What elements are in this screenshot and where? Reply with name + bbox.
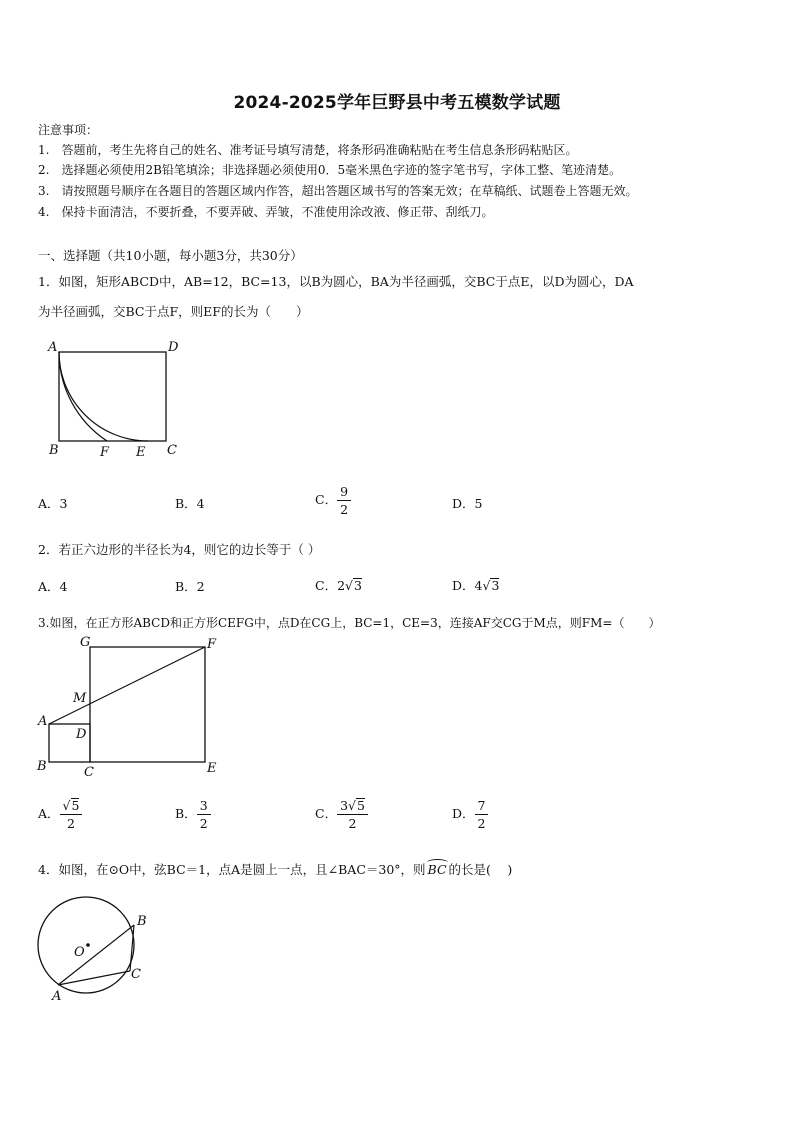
segment-af — [49, 647, 205, 724]
center-point-o — [86, 943, 90, 947]
q4-label-c: C — [131, 967, 141, 982]
note-item-1: 1. 答题前，考生先将自己的姓名、准考证号填写清楚，将条形码准确粘贴在考生信息条形码粘贴区。 — [38, 143, 578, 157]
q4-label-o: O — [74, 945, 85, 960]
q1-label-d: D — [168, 340, 179, 355]
q3-option-b: B． $\frac{3}{2}$ — [175, 797, 211, 832]
q3-figure — [34, 634, 229, 779]
q3-label-m: M — [73, 691, 87, 706]
q1-label-a: A — [48, 340, 58, 355]
q4-label-a: A — [52, 989, 62, 1004]
q4-label-b: B — [137, 914, 147, 929]
q4-text: 4．如图，在⊙O中，弦BC＝1，点A是圆上一点，且∠BAC＝30°，则 BC 的长是( ) — [38, 860, 512, 878]
q3-label-c: C — [84, 765, 94, 779]
q3-label-d: D — [76, 727, 87, 742]
q2-option-b: B．2 — [175, 579, 205, 594]
q3-label-a: A — [38, 714, 48, 729]
q1-text-line1: 1．如图，矩形ABCD中，AB=12，BC=13，以B为圆心，BA为半径画弧，交BC于点E，以D为圆心，DA — [38, 274, 634, 289]
q2-option-d: D．4√3 — [452, 578, 500, 593]
q3-label-b: B — [37, 759, 47, 774]
q1-label-f: F — [100, 445, 110, 460]
note-item-3: 3. 请按照题号顺序在各题目的答题区域内作答，超出答题区域书写的答案无效；在草稿纸、试题卷上答题无效。 — [38, 184, 638, 198]
q1-label-e: E — [136, 445, 146, 460]
q2-option-a: A．4 — [38, 579, 68, 594]
q3-option-a: A． $\frac{√5}{2}$ — [38, 797, 82, 832]
q1-text-line2: 为半径画弧，交BC于点F，则EF的长为（ ） — [38, 304, 309, 319]
square-cefg — [90, 647, 205, 762]
notes-heading: 注意事项： — [38, 123, 99, 137]
q1-option-b: B．4 — [175, 496, 205, 511]
q1-figure — [40, 335, 190, 460]
rectangle-abcd — [59, 352, 166, 441]
q3-label-f: F — [207, 637, 217, 652]
section-heading: 一、选择题（共10小题，每小题3分，共30分） — [38, 248, 303, 263]
note-item-2: 2. 选择题必须使用2B铅笔填涂；非选择题必须使用0．5毫米黑色字迹的签字笔书写，字体工整、笔迹清楚。 — [38, 163, 622, 177]
q2-option-c: C．2√3 — [315, 578, 362, 593]
arc-af — [59, 352, 107, 441]
circle-o — [38, 897, 134, 993]
q1-option-a: A．3 — [38, 496, 68, 511]
note-item-4: 4. 保持卡面清洁，不要折叠，不要弄破、弄皱，不准使用涂改液、修正带、刮纸刀。 — [38, 205, 494, 219]
q4-figure — [32, 892, 157, 1007]
q1-option-d: D．5 — [452, 496, 483, 511]
page-title: 2024-2025学年巨野县中考五模数学试题 — [233, 93, 561, 113]
q2-text: 2．若正六边形的半径长为4，则它的边长等于（ ） — [38, 542, 321, 557]
chord-ac — [58, 971, 130, 985]
q1-label-c: C — [167, 443, 177, 458]
arc-ae — [59, 352, 148, 441]
q3-option-d: D． $\frac{7}{2}$ — [452, 797, 488, 832]
q3-option-c: C． $\frac{3√5}{2}$ — [315, 797, 368, 832]
q1-label-b: B — [49, 443, 59, 458]
q1-option-c: C． $\frac{9}{2}$ — [315, 483, 351, 518]
q3-label-g: G — [80, 635, 91, 650]
q3-text: 3.如图，在正方形ABCD和正方形CEFG中，点D在CG上，BC=1，CE=3，连接AF交CG于M点，则FM=（ ） — [38, 616, 661, 630]
q3-label-e: E — [207, 761, 217, 776]
